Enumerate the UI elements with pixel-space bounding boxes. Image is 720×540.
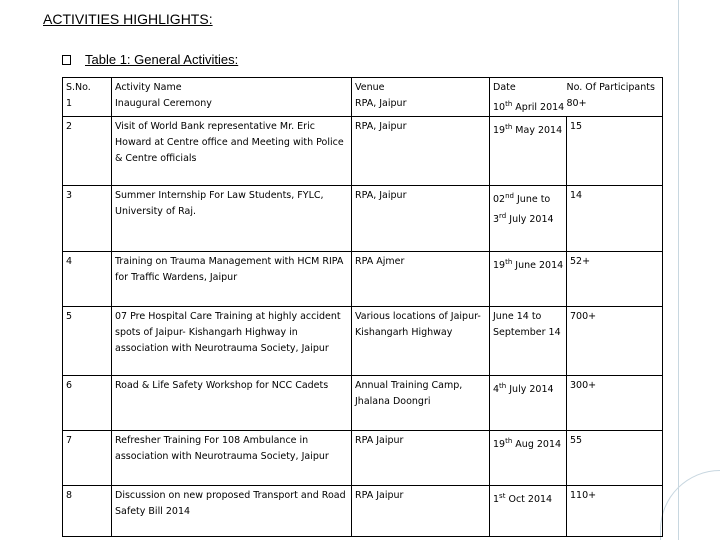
header-sno: S.No. <box>66 82 91 93</box>
row-sno: 5 <box>66 311 73 323</box>
cell-sno <box>63 376 112 431</box>
row-date: June 14 to September 14 <box>493 311 561 339</box>
header-activity: Activity Name <box>115 82 182 93</box>
cell-date <box>490 78 567 117</box>
cell-sno <box>63 117 112 186</box>
row-venue: RPA, Jaipur <box>355 121 407 133</box>
cell-sno <box>63 252 112 307</box>
table-row <box>63 307 663 376</box>
row-date: 19th June 2014 <box>493 258 564 272</box>
row-sno: 7 <box>66 435 73 447</box>
cell-venue <box>352 78 490 117</box>
cell-participants <box>567 431 663 486</box>
cell-date <box>490 431 567 486</box>
page-title: ACTIVITIES HIGHLIGHTS: <box>43 11 213 27</box>
row-activity: 07 Pre Hospital Care Training at highly accident spots of Jaipur- Kishangarh Highway in association with Neurotrauma Society, Jaipur <box>115 311 341 355</box>
row-activity: Road & Life Safety Workshop for NCC Cadets <box>115 380 329 392</box>
row-activity: Visit of World Bank representative Mr. Eric Howard at Centre office and Meeting with Police & Centre officials <box>115 121 344 165</box>
row-venue: Various locations of Jaipur-Kishangarh Highway <box>355 311 481 339</box>
cell-venue <box>352 307 490 376</box>
row-sno: 4 <box>66 256 73 268</box>
cell-participants <box>567 307 663 376</box>
table-header-row <box>63 78 663 117</box>
row-participants: 700+ <box>570 311 597 323</box>
cell-sno <box>63 486 112 537</box>
row-participants: 15 <box>570 121 583 133</box>
cell-date <box>490 376 567 431</box>
cell-activity <box>112 252 352 307</box>
row-sno: 8 <box>66 490 73 502</box>
cell-activity <box>112 307 352 376</box>
row-date: 10th April 2014 <box>493 100 565 114</box>
row-participants: 110+ <box>570 490 597 502</box>
row-activity: Summer Internship For Law Students, FYLC, University of Raj. <box>115 190 324 218</box>
row-venue: RPA, Jaipur <box>355 190 407 202</box>
cell-sno <box>63 78 112 117</box>
cell-date <box>490 307 567 376</box>
row-date: 19th May 2014 <box>493 123 563 137</box>
table-row <box>63 186 663 252</box>
row-participants: 300+ <box>570 380 597 392</box>
row-participants: 52+ <box>570 256 591 268</box>
cell-participants <box>567 117 663 186</box>
row-activity: Inaugural Ceremony <box>115 98 212 109</box>
row-venue: RPA Jaipur <box>355 435 404 447</box>
row-participants: 55 <box>570 435 583 447</box>
table-row <box>63 486 663 537</box>
cell-venue <box>352 431 490 486</box>
row-activity: Training on Trauma Management with HCM RIPA for Traffic Wardens, Jaipur <box>115 256 344 284</box>
cell-participants <box>567 78 663 117</box>
cell-participants <box>567 252 663 307</box>
cell-venue <box>352 186 490 252</box>
cell-activity <box>112 78 352 117</box>
bullet-box-icon <box>62 55 71 65</box>
cell-date <box>490 186 567 252</box>
cell-activity <box>112 486 352 537</box>
cell-date <box>490 117 567 186</box>
row-activity: Discussion on new proposed Transport and Road Safety Bill 2014 <box>115 490 346 518</box>
slide-frame-curve <box>660 470 720 540</box>
header-participants: No. Of Participants <box>566 82 655 93</box>
cell-venue <box>352 117 490 186</box>
cell-participants <box>567 376 663 431</box>
table-row <box>63 376 663 431</box>
subheading <box>62 52 238 67</box>
table-row <box>63 431 663 486</box>
cell-venue <box>352 486 490 537</box>
cell-activity <box>112 376 352 431</box>
cell-venue <box>352 376 490 431</box>
cell-venue <box>352 252 490 307</box>
row-activity: Refresher Training For 108 Ambulance in association with Neurotrauma Society, Jaipur <box>115 435 329 463</box>
cell-activity <box>112 186 352 252</box>
cell-sno <box>63 186 112 252</box>
cell-participants <box>567 486 663 537</box>
row-venue: RPA Jaipur <box>355 490 404 502</box>
row-date: 1st Oct 2014 <box>493 492 553 506</box>
row-date: 4th July 2014 <box>493 382 554 396</box>
row-sno: 3 <box>66 190 73 202</box>
cell-date <box>490 252 567 307</box>
cell-activity <box>112 431 352 486</box>
row-venue: RPA Ajmer <box>355 256 405 268</box>
cell-participants <box>567 186 663 252</box>
row-date: 19th Aug 2014 <box>493 437 562 451</box>
row-sno: 6 <box>66 380 73 392</box>
slide-frame-line <box>678 0 679 540</box>
cell-sno <box>63 307 112 376</box>
row-participants: 80+ <box>566 98 587 109</box>
header-venue: Venue <box>355 82 385 93</box>
row-venue: RPA, Jaipur <box>355 98 407 109</box>
cell-activity <box>112 117 352 186</box>
row-sno: 1 <box>66 98 73 109</box>
row-date: 02nd June to 3rd July 2014 <box>493 192 554 226</box>
row-venue: Annual Training Camp, Jhalana Doongri <box>355 380 463 408</box>
row-participants: 14 <box>570 190 583 202</box>
activities-table <box>62 77 663 537</box>
table-caption: Table 1: General Activities: <box>85 52 239 67</box>
table-row <box>63 252 663 307</box>
cell-sno <box>63 431 112 486</box>
table-row <box>63 117 663 186</box>
row-sno: 2 <box>66 121 73 133</box>
header-date: Date <box>493 82 516 93</box>
cell-date <box>490 486 567 537</box>
